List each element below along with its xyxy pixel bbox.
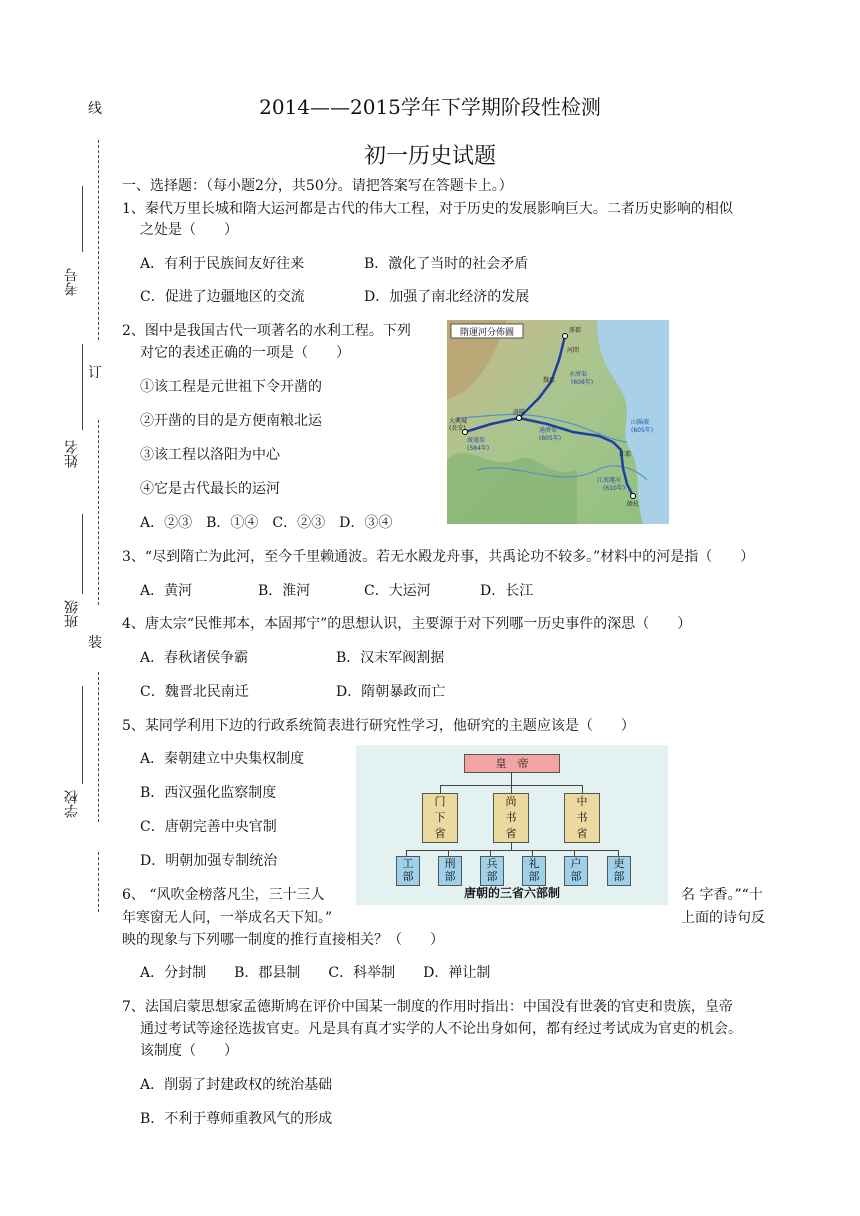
q1-option-a: A．有利于民族间友好往来 [140,256,305,272]
binding-char-xian: 线 [88,101,102,117]
three-departments-six-ministries-chart [356,745,668,905]
exam-title: 2014——2015学年下学期阶段性检测 [259,95,601,119]
class-label: 班级 [64,600,80,628]
q6-stem-line2b: 上面的诗句反 [681,910,765,926]
sui-canal-map [447,320,669,524]
chart-hubu-box: 户 部 [564,856,588,886]
map-label-shanyangdu: 山陽瀆 [631,419,650,426]
q1-stem-line2: 之处是（ ） [140,222,238,238]
school-label: 学校 [64,790,80,818]
exam-subtitle: 初一历史试题 [363,144,496,169]
q1-option-c: C．促进了边疆地区的交流 [140,289,305,305]
q6-stem-line2a: 年寒窗无人问，一举成名天下知。” [122,910,333,926]
chart-emperor-box: 皇 帝 [464,754,560,773]
q4-option-b: B．汉末军阀割据 [336,650,445,666]
class-underline [82,514,83,594]
q1-option-d: D．加强了南北经济的发展 [364,289,530,305]
map-label-jiangnanhe: 江南運河 [597,477,622,484]
binding-dashed-line [98,420,99,605]
chart-caption: 唐朝的三省六部制 [463,886,560,900]
q3-option-a: A．黄河 [140,583,193,599]
map-label-shanyang-year: (605年) [631,427,654,434]
map-label-yongji-year: (608年) [571,379,594,386]
section-heading: 一、选择题：（每小题2分，共50分。请把答案写在答题卡上。） [122,178,513,194]
map-label-yuhang: 餘杭 [627,501,640,508]
map-label-guangtong-year: (584年) [467,445,490,452]
map-label-hejian: 河間 [567,347,580,354]
school-underline [82,686,83,784]
chart-menxia-box: 门 下 省 [422,793,458,843]
q6-stem-line1a: 6、 “风吹金榜落凡尘，三十三人 [122,887,325,903]
binding-char-ding: 订 [88,365,102,381]
q3-stem: 3、“尽到隋亡为此河，至今千里赖通波。若无水殿龙舟事，共禹论功不较多。”材料中的河是指（ ） [122,549,755,565]
q7-option-b: B．不利于尊师重教风气的形成 [140,1111,333,1127]
q5-option-b: B．西汉强化监察制度 [140,785,277,801]
q6-stem-line1b: 名 字香。”“十 [681,887,763,903]
q2-statement-2: ②开凿的目的是方便南粮北运 [140,413,322,429]
q7-stem-line2: 通过考试等途径选拔官吏。凡是具有真才实学的人不论出身如何，都有经过考试成为官吏的机会。 [140,1021,742,1037]
q3-option-b: B．淮河 [258,583,311,599]
q7-stem-line3: 该制度（ ） [140,1043,238,1059]
exam-number-underline [82,186,83,252]
map-title: 隋運河分佈圖 [459,328,515,338]
chart-zhongshu-box: 中 书 省 [564,793,600,843]
chart-xingbu-box: 刑 部 [438,856,462,886]
binding-dashed-line [98,672,99,822]
q4-option-a: A．春秋诸侯争霸 [140,650,249,666]
map-label-zhuojun: 涿郡 [569,327,582,334]
q6-stem-line3: 映的现象与下列哪一制度的推行直接相关？（ ） [122,932,444,948]
q7-option-a: A．削弱了封建政权的统治基础 [140,1077,333,1093]
map-label-jiangnan-year: (610年) [603,485,626,492]
q2-statement-1: ①该工程是元世祖下令开凿的 [140,379,322,395]
q3-option-d: D．长江 [480,583,534,599]
binding-dashed-line [98,852,99,912]
q4-option-c: C．魏晋北民南迁 [140,684,249,700]
q4-stem: 4、唐太宗“民惟邦本，本固邦宁”的思想认识，主要源于对下列哪一历史事件的深思（ ） [122,616,692,632]
q5-option-c: C．唐朝完善中央官制 [140,819,277,835]
q2-statement-3: ③该工程以洛阳为中心 [140,447,280,463]
chart-shangshu-box: 尚 书 省 [493,793,529,843]
exam-number-label: 考号 [64,268,80,296]
map-label-jiangdu: 江都 [619,451,632,458]
map-label-daxing: 大興城 [449,418,468,425]
binding-dashed-line [98,140,99,340]
q5-option-a: A．秦朝建立中央集权制度 [140,751,305,767]
chart-bingbu-box: 兵 部 [480,856,504,886]
q1-stem-line1: 1、秦代万里长城和隋大运河都是古代的伟大工程，对于历史的发展影响巨大。二者历史影响的相似 [122,201,733,217]
chart-libu-personnel-box: 吏 部 [607,856,631,886]
map-label-luoyang: 洛陽 [513,409,526,416]
q6-options: A．分封制 B．郡县制 C．科举制 D．禅让制 [140,965,491,981]
name-underline [82,344,83,430]
map-label-yongjiqu: 永濟渠 [569,371,588,378]
map-label-guangtongqu: 廣通渠 [467,437,486,444]
q2-statement-4: ④它是古代最长的运河 [140,481,280,497]
q2-stem-line2: 对它的表述正确的一项是（ ） [140,345,350,361]
q3-option-c: C．大运河 [364,583,431,599]
map-label-weiqun: 魏郡 [543,377,556,384]
name-label: 姓名 [64,440,80,468]
map-label-changan: (長安) [449,425,466,432]
sui-canal-map-graphic [447,320,669,524]
chart-gongbu-box: 工 部 [396,856,420,886]
q5-stem: 5、某同学利用下边的行政系统简表进行研究性学习，他研究的主题应该是（ ） [122,718,635,734]
q5-option-d: D．明朝加强专制统治 [140,853,278,869]
q2-options: A．②③ B．①④ C．②③ D．③④ [140,515,393,531]
binding-char-zhuang: 装 [88,635,102,651]
map-label-tongji-year: (605年) [539,435,562,442]
q2-stem-line1: 2、图中是我国古代一项著名的水利工程。下列 [122,323,411,339]
chart-libu-box: 礼 部 [522,856,546,886]
q7-stem-line1: 7、法国启蒙思想家孟德斯鸠在评价中国某一制度的作用时指出：中国没有世袭的官吏和贵族，皇帝 [122,999,733,1015]
q4-option-d: D．隋朝暴政而亡 [336,684,446,700]
map-label-tongjiqu: 通濟渠 [539,427,558,434]
q1-option-b: B．激化了当时的社会矛盾 [364,256,529,272]
